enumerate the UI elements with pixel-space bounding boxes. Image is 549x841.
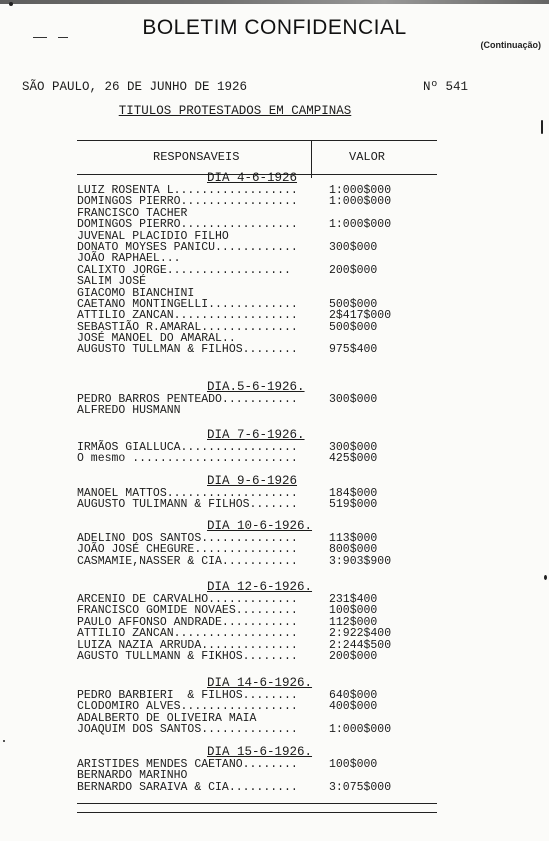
amount-value: 1:000$000 [329, 184, 392, 197]
day-group [77, 172, 437, 356]
scan-top-edge [0, 0, 549, 4]
table-bottom-rule [77, 803, 437, 804]
responsible-name: CAETANO MONTINGELLI............. [77, 297, 298, 311]
amount-value: 100$000 [329, 604, 378, 618]
title-dash-left-2 [58, 37, 68, 38]
city-date: SÃO PAULO, 26 DE JUNHO DE 1926 [22, 80, 248, 94]
amount-value: 500$000 [329, 297, 378, 311]
amount-value: 425$000 [329, 452, 378, 466]
responsible-name: FRANCISCO TACHER [77, 206, 188, 220]
responsible-name: PAULO AFFONSO ANDRADE........... [77, 615, 298, 629]
table-top-rule [77, 140, 437, 141]
day-heading: DIA 10-6-1926. [207, 519, 313, 533]
bulletin-title: BOLETIM CONFIDENCIAL [142, 16, 407, 39]
day-group [77, 746, 437, 793]
responsible-name: DOMINGOS PIERRO................. [77, 195, 298, 209]
amount-value: 975$400 [329, 343, 378, 357]
amount-value: 500$000 [329, 320, 378, 334]
responsible-name: JOÃO JOSÉ CHEGURE............... [77, 543, 298, 557]
day-heading: DIA 14-6-1926. [207, 676, 313, 690]
responsible-name: GIACOMO BIANCHINI [77, 286, 195, 300]
responsible-name: O mesmo ........................ [77, 452, 298, 466]
column-header-responsaveis: RESPONSAVEIS [153, 150, 240, 164]
day-group [77, 475, 437, 511]
amount-value: 400$000 [329, 700, 378, 714]
responsible-name: ARCENIO DE CARVALHO............. [77, 593, 298, 606]
responsible-name: SEBASTIÃO R.AMARAL.............. [77, 320, 298, 334]
protests-table [77, 138, 437, 816]
table-row [77, 651, 437, 662]
amount-value: 231$400 [329, 593, 378, 606]
responsible-name: SALIM JOSÉ [77, 275, 147, 289]
table-row [77, 310, 437, 321]
table-bottom-rule-2 [77, 812, 437, 813]
responsible-name: JOSÉ MANOEL DO AMARAL.. [77, 332, 236, 346]
day-heading: DIA.5-6-1926. [207, 380, 305, 394]
responsible-name: CASMAMIE,NASSER & CIA........... [77, 554, 298, 568]
scan-speck [9, 2, 13, 6]
bulletin-number: Nº 541 [423, 80, 469, 94]
responsible-name: JUVENAL PLACIDIO FILHO [77, 229, 229, 243]
responsible-name: BERNARDO SARAIVA & CIA.......... [77, 780, 298, 794]
continuation-label: (Continuação) [480, 40, 541, 50]
table-row [77, 344, 437, 355]
responsible-name: AUGUSTO TULIMANN & FILHOS....... [77, 498, 298, 512]
table-row [77, 782, 437, 793]
day-heading: DIA 15-6-1926. [207, 745, 313, 759]
responsible-name: JOAQUIM DOS SANTOS.............. [77, 723, 298, 737]
responsible-name: FRANCISCO GOMIDE NOVAES......... [77, 604, 298, 618]
amount-value: 200$000 [329, 263, 378, 277]
table-row [77, 276, 437, 287]
amount-value: 1:000$000 [329, 218, 392, 232]
amount-value: 3:075$000 [329, 780, 392, 794]
table-row [77, 499, 437, 510]
responsible-name: ADALBERTO DE OLIVEIRA MAIA [77, 711, 257, 725]
day-heading: DIA 7-6-1926. [207, 428, 305, 442]
section-subtitle: TITULOS PROTESTADOS EM CAMPINAS [118, 104, 352, 118]
amount-value: 184$000 [329, 487, 378, 500]
responsible-name: LUIZ ROSENTA L.................. [77, 184, 298, 197]
day-group [77, 581, 437, 662]
amount-value: 300$000 [329, 240, 378, 254]
amount-value: 640$000 [329, 689, 378, 702]
responsible-name: DONATO MOYSES PANICU............ [77, 240, 298, 254]
scan-mark [541, 120, 543, 134]
responsible-name: AGUSTO TULLMANN & FIKHOS........ [77, 649, 298, 663]
day-heading: DIA 4-6-1926 [207, 171, 298, 185]
amount-value: 200$000 [329, 649, 378, 663]
title-dash-left [33, 37, 47, 38]
day-group [77, 520, 437, 567]
scan-speck [3, 740, 5, 742]
day-heading: DIA 9-6-1926 [207, 474, 298, 488]
responsible-name: MANOEL MATTOS................... [77, 487, 298, 500]
responsible-name: ADELINO DOS SANTOS.............. [77, 532, 298, 545]
responsible-name: ARISTIDES MENDES CAETANO........ [77, 758, 298, 771]
table-row [77, 405, 437, 416]
amount-value: 100$000 [329, 758, 378, 771]
responsible-name: IRMÃOS GIALLUCA................. [77, 441, 298, 454]
amount-value: 300$000 [329, 441, 378, 454]
amount-value: 113$000 [329, 532, 378, 545]
day-group [77, 381, 437, 417]
amount-value: 2:922$400 [329, 627, 392, 641]
amount-value: 300$000 [329, 393, 378, 406]
responsible-name: CLODOMIRO ALVES................. [77, 700, 298, 714]
amount-value: 3:903$900 [329, 554, 392, 568]
amount-value: 800$000 [329, 543, 378, 557]
responsible-name: PEDRO BARBIERI & FILHOS........ [77, 689, 298, 702]
responsible-name: ALFREDO HUSMANN [77, 404, 181, 418]
amount-value: 519$000 [329, 498, 378, 512]
table-row [77, 628, 437, 639]
table-row [77, 724, 437, 735]
responsible-name: BERNARDO MARINHO [77, 769, 188, 783]
amount-value: 2:244$500 [329, 638, 392, 652]
responsible-name: ATTILIO ZANCAN.................. [77, 627, 298, 641]
day-heading: DIA 12-6-1926. [207, 580, 313, 594]
responsible-name: LUIZA NAZIA ARRUDA.............. [77, 638, 298, 652]
table-row [77, 556, 437, 567]
responsible-name: AUGUSTO TULLMAN & FILHOS........ [77, 343, 298, 357]
scan-speck [544, 575, 547, 580]
day-group [77, 429, 437, 465]
column-header-valor: VALOR [349, 150, 386, 164]
responsible-name: PEDRO BARROS PENTEADO........... [77, 393, 298, 406]
amount-value: 1:000$000 [329, 195, 392, 209]
table-row [77, 219, 437, 230]
amount-value: 112$000 [329, 615, 378, 629]
day-group [77, 677, 437, 736]
responsible-name: ATTILIO ZANCAN.................. [77, 309, 298, 323]
responsible-name: DOMINGOS PIERRO................. [77, 218, 298, 232]
table-row [77, 453, 437, 464]
amount-value: 1:000$000 [329, 723, 392, 737]
amount-value: 2$417$000 [329, 309, 392, 323]
responsible-name: JOÃO RAPHAEL... [77, 252, 181, 266]
responsible-name: CALIXTO JORGE.................. [77, 263, 291, 277]
